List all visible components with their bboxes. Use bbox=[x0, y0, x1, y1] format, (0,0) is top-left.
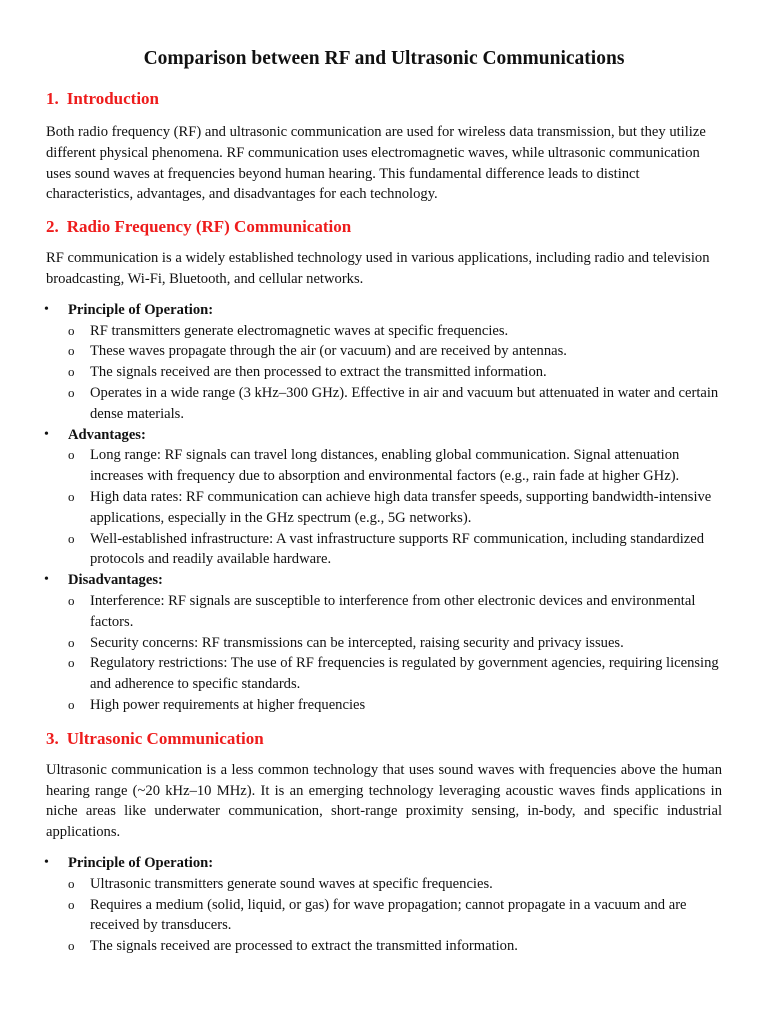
sub-marker: o bbox=[68, 384, 75, 400]
sub-marker: o bbox=[68, 634, 75, 650]
list-item-text: Operates in a wide range (3 kHz–300 GHz). Effective in air and vacuum but attenuated in water and certain dense materials. bbox=[90, 384, 719, 422]
bullet-label: Principle of Operation: bbox=[68, 854, 214, 871]
sub-marker: o bbox=[68, 343, 75, 359]
bullet-label: Disadvantages: bbox=[68, 572, 163, 589]
ultrasonic-paragraph: Ultrasonic communication is a less common technology that uses sound waves with frequencies above the human hearing range (~20 kHz–10 MHz). It is an emerging technology leveraging acoustic waves finds applications in niche areas like underwater communication, short-range proximity sensing, in-body, and specific industrial applications. bbox=[46, 761, 722, 841]
list-item bbox=[68, 653, 722, 695]
sub-list bbox=[68, 591, 722, 716]
list-item bbox=[68, 633, 722, 654]
list-item bbox=[68, 445, 722, 487]
section-number: 2. bbox=[46, 217, 59, 237]
document-title: Comparison between RF and Ultrasonic Communications bbox=[143, 48, 625, 69]
sub-list bbox=[68, 445, 722, 570]
list-item-text: These waves propagate through the air (or vacuum) and are received by antennas. bbox=[90, 343, 567, 360]
bullet-marker: • bbox=[44, 426, 49, 442]
list-item-text: The signals received are processed to extract the transmitted information. bbox=[90, 938, 518, 955]
section-title: Introduction bbox=[66, 89, 160, 108]
sub-marker: o bbox=[68, 592, 75, 608]
sub-marker: o bbox=[68, 530, 75, 546]
sub-marker: o bbox=[68, 488, 75, 504]
list-item-text: Well-established infrastructure: A vast infrastructure supports RF communication, including standardized protocols and readily available hardware. bbox=[90, 530, 705, 568]
sub-marker: o bbox=[68, 938, 75, 954]
list-item bbox=[68, 341, 722, 362]
list-item-text: High power requirements at higher frequencies bbox=[90, 696, 366, 713]
list-item-text: Ultrasonic transmitters generate sound waves at specific frequencies. bbox=[90, 875, 493, 892]
list-item bbox=[68, 895, 722, 937]
list-item bbox=[68, 874, 722, 895]
sub-marker: o bbox=[68, 655, 75, 671]
list-item bbox=[68, 695, 722, 716]
list-item-text: Regulatory restrictions: The use of RF frequencies is regulated by government agencies, requiring licensing and adherence to specific standards. bbox=[90, 655, 719, 693]
list-item-text: The signals received are then processed to extract the transmitted information. bbox=[90, 364, 547, 381]
section-heading-introduction bbox=[46, 88, 722, 110]
list-item bbox=[68, 383, 722, 425]
list-item bbox=[68, 936, 722, 957]
list-item-text: Requires a medium (solid, liquid, or gas) for wave propagation; cannot propagate in a vacuum and are received by transducers. bbox=[90, 896, 687, 934]
bullet-marker: • bbox=[44, 572, 49, 588]
list-item bbox=[68, 321, 722, 342]
rf-paragraph: RF communication is a widely established technology used in various applications, including radio and television broadcasting, Wi-Fi, Bluetooth, and cellular networks. bbox=[46, 250, 710, 287]
section-title: Radio Frequency (RF) Communication bbox=[66, 217, 352, 237]
sub-marker: o bbox=[68, 875, 75, 891]
bullet-marker: • bbox=[44, 301, 49, 317]
list-item-text: Long range: RF signals can travel long distances, enabling global communication. Signal attenuation increases with frequency due to absorption and environmental factors (e.g., rain fade at higher GHz). bbox=[90, 447, 680, 485]
list-item-text: Interference: RF signals are susceptible to interference from other electronic devices and environmental factors. bbox=[90, 592, 696, 630]
sub-list bbox=[68, 321, 722, 425]
sub-marker: o bbox=[68, 447, 75, 463]
sub-list bbox=[68, 874, 722, 957]
list-item bbox=[68, 529, 722, 571]
section-number: 3. bbox=[46, 728, 59, 748]
section-number: 1. bbox=[46, 89, 59, 108]
sub-marker: o bbox=[68, 896, 75, 912]
section-heading-ultrasonic bbox=[46, 728, 722, 750]
bullet-item bbox=[46, 570, 722, 716]
bullet-item bbox=[46, 425, 722, 571]
intro-paragraph: Both radio frequency (RF) and ultrasonic communication are used for wireless data transmission, but they utilize different physical phenomena. RF communication uses electromagnetic waves, while ultrasonic communication uses sound waves at frequencies beyond human hearing. This fundamental difference leads to distinct characteristics, advantages, and disadvantages for each technology. bbox=[46, 124, 706, 203]
list-item bbox=[68, 362, 722, 383]
sub-marker: o bbox=[68, 322, 75, 338]
list-item bbox=[68, 591, 722, 633]
ultrasonic-bullet-list bbox=[46, 853, 722, 957]
list-item bbox=[68, 487, 722, 529]
list-item-text: RF transmitters generate electromagnetic waves at specific frequencies. bbox=[90, 322, 509, 339]
section-heading-rf bbox=[46, 216, 722, 238]
bullet-item bbox=[46, 853, 722, 957]
section-title: Ultrasonic Communication bbox=[66, 728, 264, 748]
bullet-marker: • bbox=[44, 854, 49, 870]
bullet-label: Advantages: bbox=[68, 426, 146, 443]
sub-marker: o bbox=[68, 696, 75, 712]
list-item-text: High data rates: RF communication can achieve high data transfer speeds, supporting bandwidth-intensive applications, especially in the GHz spectrum (e.g., 5G networks). bbox=[90, 488, 712, 526]
bullet-label: Principle of Operation: bbox=[68, 301, 214, 318]
sub-marker: o bbox=[68, 364, 75, 380]
list-item-text: Security concerns: RF transmissions can be intercepted, raising security and privacy issues. bbox=[90, 634, 624, 651]
bullet-item bbox=[46, 300, 722, 425]
rf-bullet-list bbox=[46, 300, 722, 716]
